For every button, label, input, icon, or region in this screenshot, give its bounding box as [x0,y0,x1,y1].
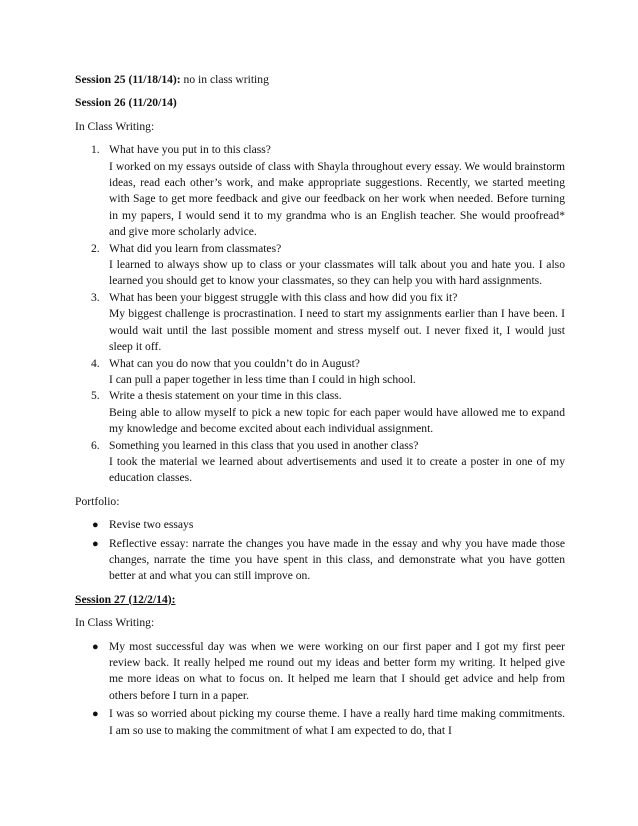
session-27-list [75,639,565,739]
session-25-line [75,72,565,88]
session-25-note: no in class writing [180,73,269,86]
document-body [75,72,565,746]
question-number: 4. [91,356,100,370]
portfolio-item-text: Revise two essays [109,518,194,532]
question-number: 3. [91,290,100,304]
session-25-heading: Session 25 (11/18/14): [75,73,181,86]
session-27-item-1 [75,639,565,705]
answer-text: I worked on my essays outside of class with Shayla throughout every essay. We would brainstorm ideas, read each other’s work, and make appropriate suggestions. Recently, we started meeting with Sage to get more feedback and give our feedback on her work when needed. Before turning in my papers, I would send it to my grandma who is an English teacher. She would proofread* and give more scholarly advice. [109,159,565,239]
portfolio-item-1 [75,517,565,533]
question-item-2 [75,241,565,290]
portfolio-label: Portfolio: [75,494,120,508]
portfolio-item-2 [75,536,565,585]
question-item-3 [75,290,565,356]
session-26-question-list [75,142,565,487]
session-27-heading: Session 27 (12/2/14): [75,592,176,606]
question-item-5 [75,388,565,437]
portfolio-list [75,517,565,585]
question-text: What has been your biggest struggle with this class and how did you fix it? [109,290,458,304]
question-number: 6. [91,438,100,452]
session-27-in-class-label: In Class Writing: [75,616,155,630]
question-item-6 [75,438,565,487]
answer-text: My biggest challenge is procrastination. I need to start my assignments earlier than I have been. I would wait until the last possible moment and stress myself out. I never fixed it, I would just sleep it off. [109,307,565,354]
bullet-icon: ● [92,640,99,653]
question-text: Write a thesis statement on your time in this class. [109,389,342,403]
question-number: 2. [91,241,100,255]
question-text: What have you put in to this class? [109,143,271,157]
answer-text: Being able to allow myself to pick a new topic for each paper would have allowed me to expand my knowledge and become excited about each individual assignment. [109,405,565,436]
bullet-icon: ● [92,519,99,532]
question-text: Something you learned in this class that you used in another class? [109,438,419,452]
session-27-item-text: My most successful day was when we were working on our first paper and I got my first peer review back. It really helped me round out my ideas and better form my writing. It helped give me more ideas on what to focus on. It helped me learn that I should get advice and help from others before I turn in a paper. [109,639,565,702]
question-text: What can you do now that you couldn’t do in August? [109,356,360,370]
question-item-1 [75,142,565,240]
question-text: What did you learn from classmates? [109,241,282,255]
question-number: 1. [91,143,100,157]
answer-text: I can pull a paper together in less time than I could in high school. [109,372,416,386]
session-27-item-2 [75,706,565,739]
bullet-icon: ● [92,537,99,550]
bullet-icon: ● [92,708,99,721]
session-27-item-text: I was so worried about picking my course theme. I have a really hard time making commitments. I am so use to making the commitment of what I am expected to do, that I [109,707,565,737]
session-26-in-class-label: In Class Writing: [75,119,155,133]
answer-text: I learned to always show up to class or your classmates will talk about you and hate you. I also learned you should get to know your classmates, so they can help you with hard assignments. [109,258,565,288]
answer-text: I took the material we learned about advertisements and used it to create a poster in one of my education classes. [109,454,565,485]
question-number: 5. [91,389,100,403]
portfolio-item-text: Reflective essay: narrate the changes you have made in the essay and why you have made those changes, narrate the time you have spent in this class, and demonstrate what you have gotten better at and what you can still improve on. [109,536,565,583]
question-item-4 [75,356,565,389]
session-26-heading: Session 26 (11/20/14) [75,96,177,110]
